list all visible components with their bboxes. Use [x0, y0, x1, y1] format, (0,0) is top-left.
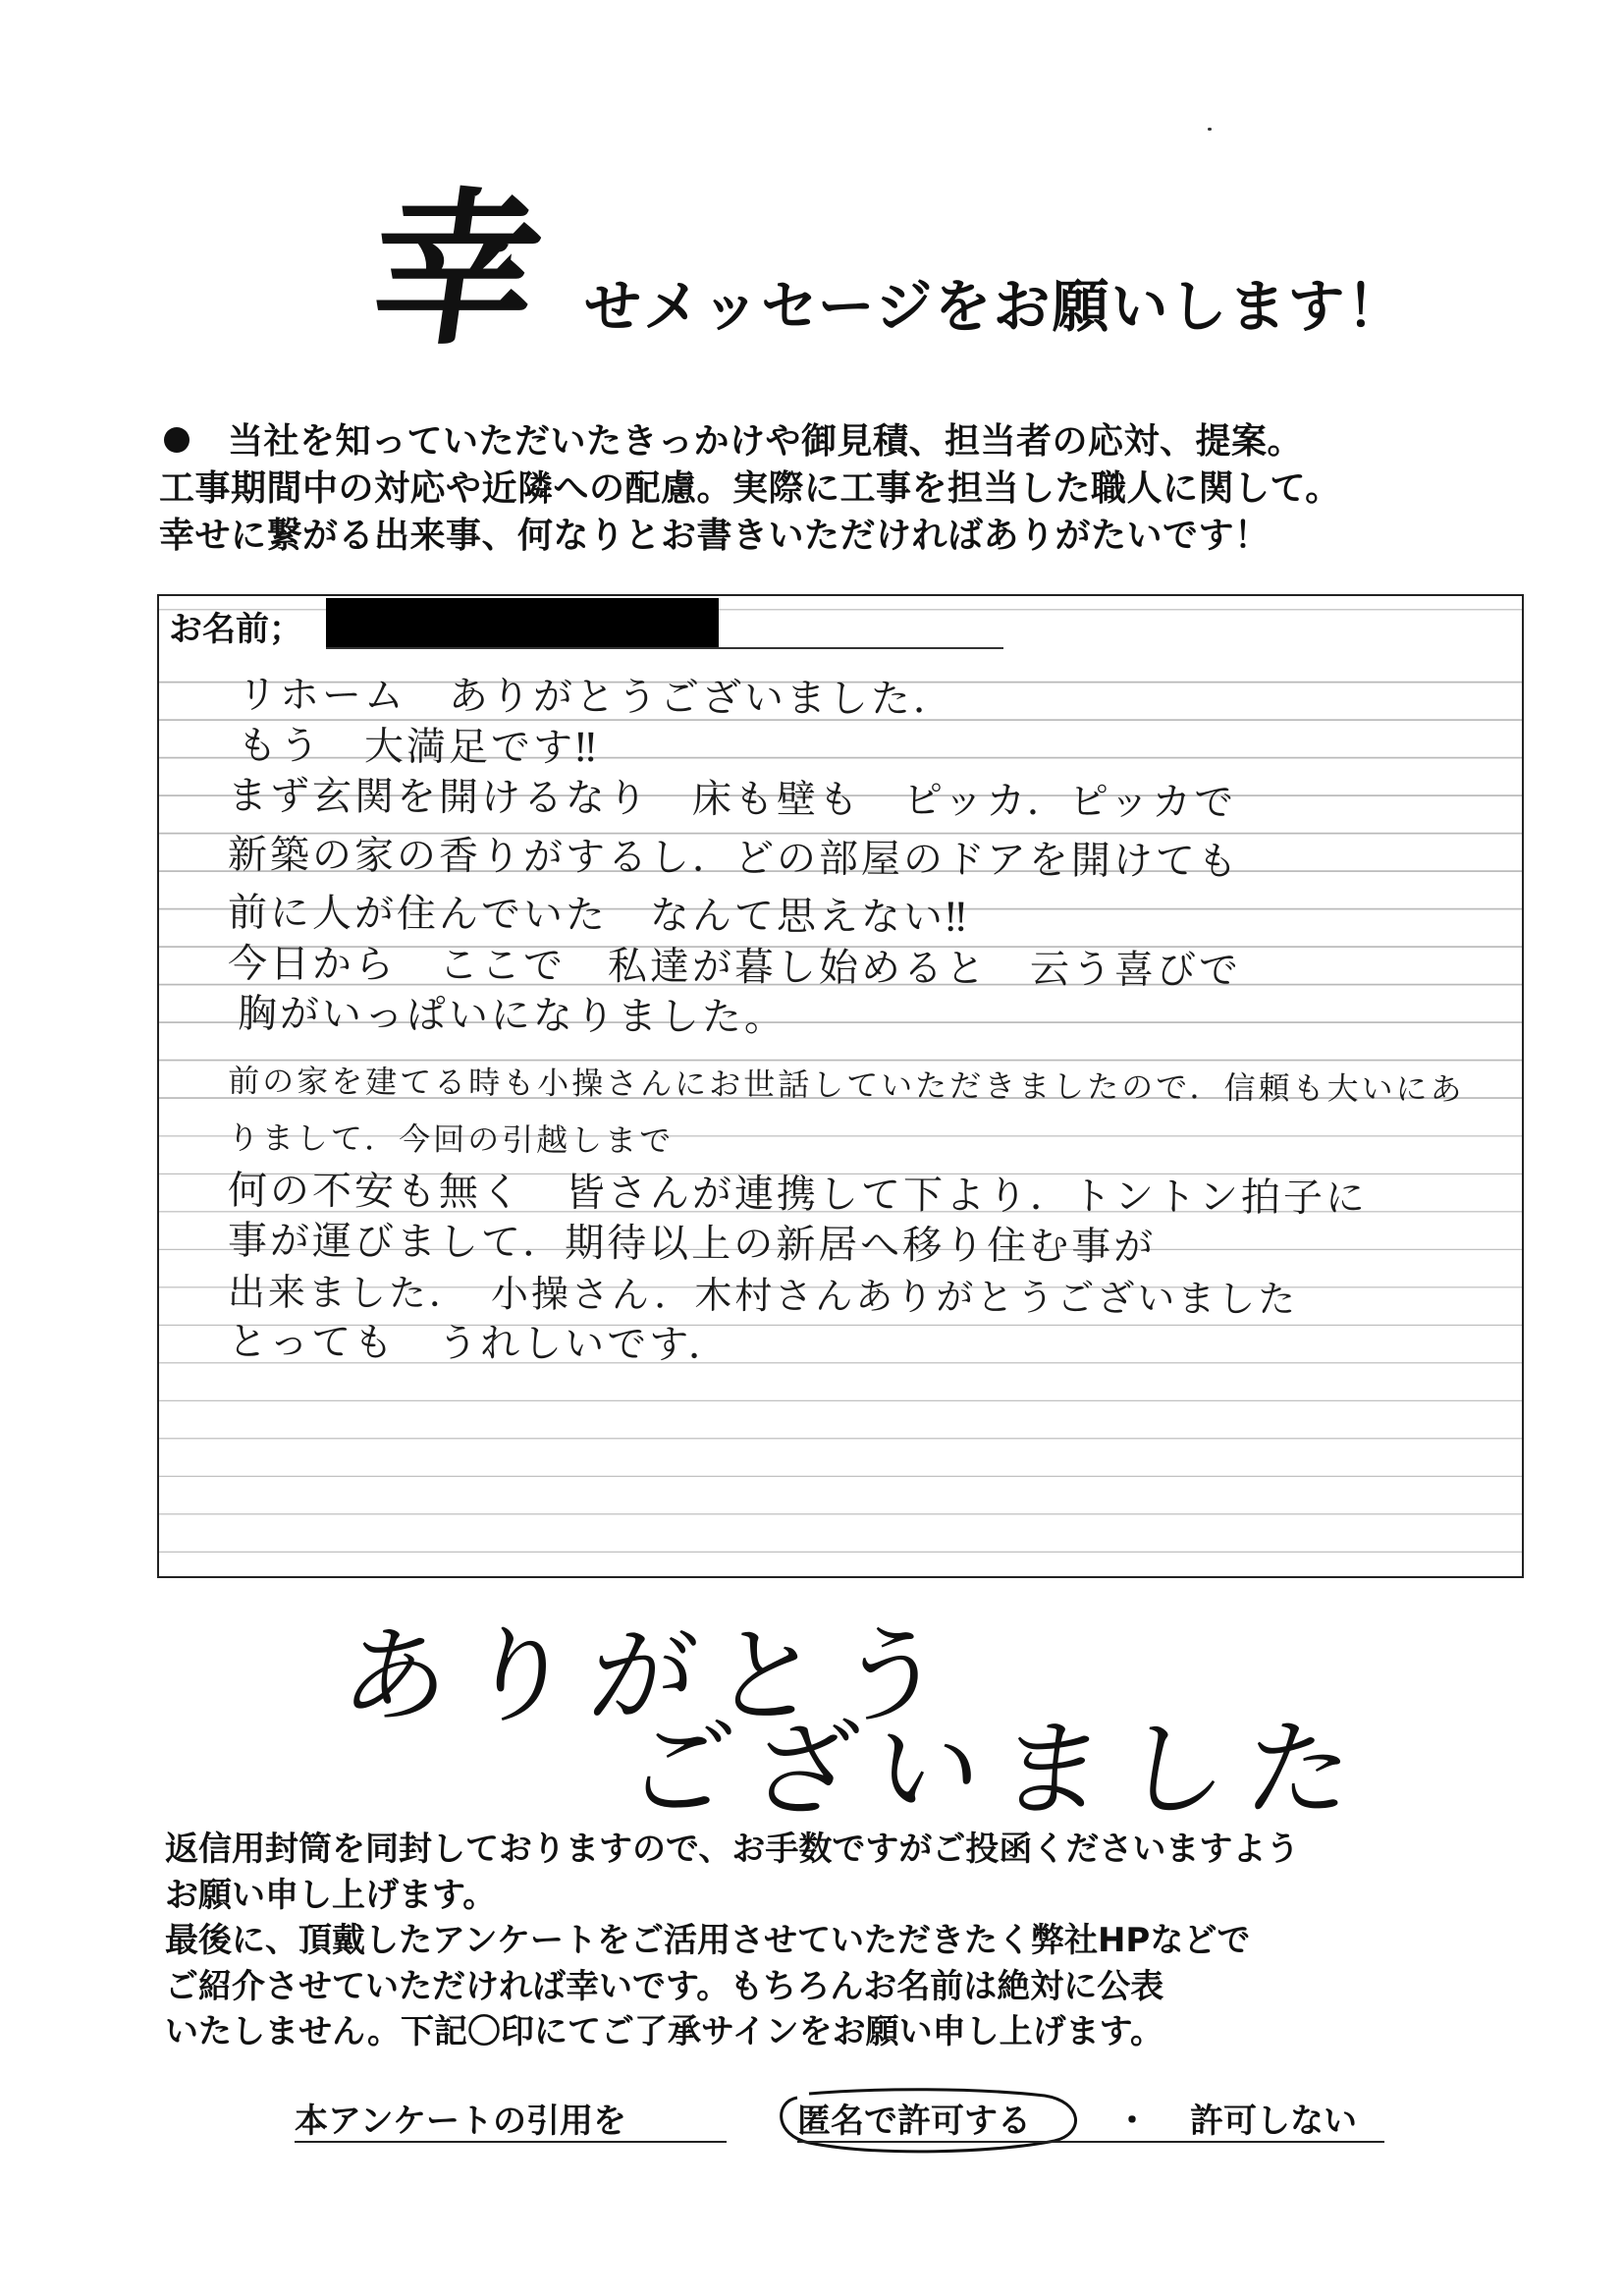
message-line: とっても うれしいです． [227, 1319, 731, 1369]
name-redaction [326, 598, 719, 649]
intro-paragraph [159, 418, 1461, 560]
intro-line-text: 当社を知っていただいたきっかけや御見積、担当者の応対、提案。 [228, 421, 1304, 462]
consent-underline [295, 2141, 727, 2143]
name-underline [326, 647, 1003, 649]
intro-line [159, 465, 1461, 513]
message-line: もう 大満足です‼ [237, 722, 600, 771]
message-line: リホーム ありがとうございました． [237, 672, 956, 723]
consent-underline [1092, 2141, 1151, 2143]
message-line: 今日から ここで 私達が暮し始めると 云う喜びで [227, 940, 1242, 994]
footer-line: いたしません。下記〇印にてご了承サインをお願い申し上げます。 [165, 2012, 1163, 2051]
consent-underline [1151, 2141, 1384, 2143]
name-label: お名前； [169, 610, 302, 649]
consent-label: 本アンケートの引用を [295, 2102, 626, 2141]
message-line: 何の不安も無く 皆さんが連携して下より．トントン拍子に [227, 1167, 1369, 1222]
thanks-line-2: ございました [621, 1709, 1377, 1831]
message-line: 事が運びまして．期待以上の新居へ移り住む事が [227, 1218, 1157, 1271]
scan-speck [1208, 128, 1212, 131]
name-row [159, 596, 1522, 647]
message-line: まず玄関を開けるなり 床も壁も ピッカ．ピッカで [227, 773, 1237, 826]
title-text: せメッセージをお願いします！ [584, 273, 1406, 340]
footer-line: お願い申し上げます。 [165, 1875, 497, 1915]
consent-option-deny[interactable]: 許可しない [1190, 2102, 1357, 2141]
footer-line: ご紹介させていただければ幸いです。もちろんお名前は絶対に公表 [165, 1966, 1164, 2006]
thanks-message [314, 1591, 1394, 1831]
message-line: 新築の家の香りがするし．どの部屋のドアを開けても [227, 831, 1240, 885]
consent-separator: ・ [1115, 2102, 1149, 2141]
consent-option-anonymous[interactable]: 匿名で許可する [797, 2102, 1031, 2141]
intro-line [159, 513, 1461, 560]
intro-line [165, 418, 1461, 465]
message-line: 前の家を建てる時も小操さんにお世話していただきましたので．信頼も大いにありまして．今回の引越しまで [227, 1061, 1465, 1160]
bullet-icon [161, 421, 198, 459]
thanks-line-1: ありがとう [336, 1615, 968, 1738]
footer-line: 最後に、頂戴したアンケートをご活用させていただきたく弊社HPなどで [165, 1921, 1251, 1960]
intro-line-text: 工事期間中の対応や近隣への配慮。実際に工事を担当した職人に関して。 [159, 468, 1341, 509]
intro-line-text: 幸せに繋がる出来事、何なりとお書きいただければありがたいです！ [159, 516, 1271, 556]
consent-underline [797, 2141, 1092, 2143]
footer-paragraph [165, 1827, 1540, 2055]
message-line: 胸がいっぱいになりました。 [237, 991, 787, 1041]
consent-row [295, 2084, 1424, 2153]
page-title [358, 172, 1414, 383]
title-brush-kanji: 幸 [358, 172, 551, 368]
footer-line: 返信用封筒を同封しておりますので、お手数ですがご投函くださいますよう [165, 1830, 1300, 1869]
handwritten-message [227, 672, 1504, 1373]
message-line: 出来ました． 小操さん．木村さんありがとうございました [227, 1269, 1299, 1321]
message-box [157, 594, 1524, 1578]
message-line: 前に人が住んでいた なんて思えない‼ [227, 890, 970, 941]
